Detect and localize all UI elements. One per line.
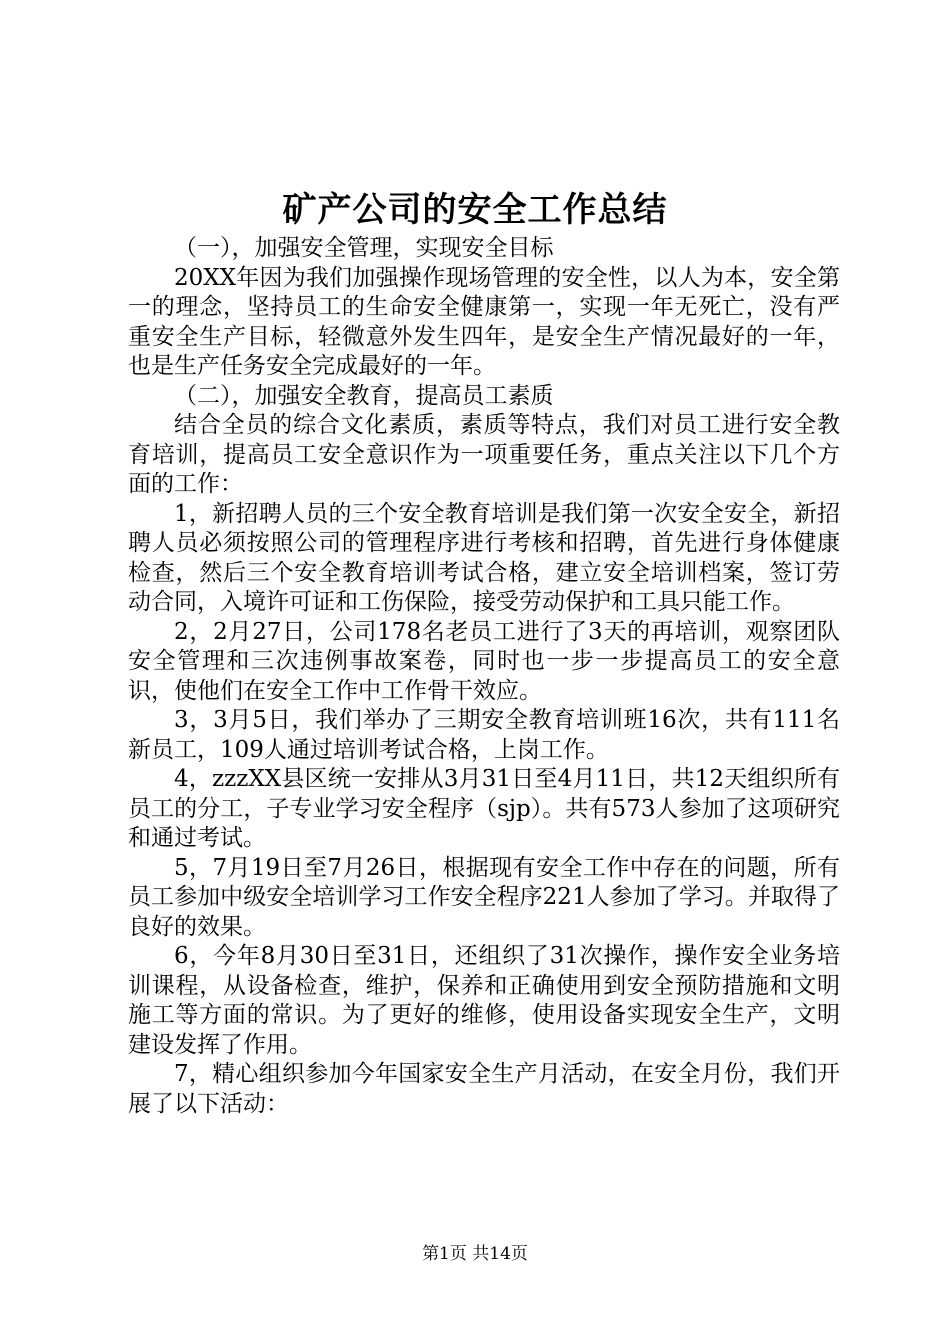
- list-item: 3，3月5日，我们举办了三期安全教育培训班16次，共有111名新员工，109人通过培训考试合格，上岗工作。: [128, 707, 840, 763]
- list-item: 4，zzzXX县区统一安排从3月31日至4月11日，共12天组织所有员工的分工，子专业学习安全程序（sjp）。共有573人参加了这项研究和通过考试。: [128, 766, 840, 851]
- list-item: 2，2月27日，公司178名老员工进行了3天的再培训，观察团队安全管理和三次违例事故案卷，同时也一步一步提高员工的安全意识，使他们在安全工作中工作骨干效应。: [128, 618, 840, 704]
- list-item: 6，今年8月30日至31日，还组织了31次操作，操作安全业务培训课程，从设备检查，维护，保养和正确使用到安全预防措施和文明施工等方面的常识。为了更好的维修，使用设备实现安全生产，文明建设发挥了作用。: [128, 943, 840, 1058]
- document-body: [128, 234, 840, 1119]
- paragraph: 20XX年因为我们加强操作现场管理的安全性，以人为本，安全第一的理念，坚持员工的生命安全健康第一，实现一年无死亡，没有严重安全生产目标，轻微意外发生四年，是安全生产情况最好的一年，也是生产任务安全完成最好的一年。: [128, 264, 840, 379]
- page-number-footer: 第1页 共14页: [422, 1244, 528, 1264]
- document-title: 矿产公司的安全工作总结: [282, 190, 668, 230]
- list-item: 1，新招聘人员的三个安全教育培训是我们第一次安全安全，新招聘人员必须按照公司的管理程序进行考核和招聘，首先进行身体健康检查，然后三个安全教育培训考试合格，建立安全培训档案，签订劳动合同，入境许可证和工伤保险，接受劳动保护和工具只能工作。: [128, 500, 840, 615]
- paragraph: 结合全员的综合文化素质，素质等特点，我们对员工进行安全教育培训，提高员工安全意识作为一项重要任务，重点关注以下几个方面的工作：: [128, 412, 840, 497]
- section-heading-1: （一），加强安全管理，实现安全目标: [174, 235, 554, 261]
- list-item: 7，精心组织参加今年国家安全生产月活动，在安全月份，我们开展了以下活动：: [128, 1061, 840, 1117]
- section-heading-2: （二），加强安全教育，提高员工素质: [174, 382, 554, 409]
- list-item: 5，7月19日至7月26日，根据现有安全工作中存在的问题，所有员工参加中级安全培训学习工作安全程序221人参加了学习。并取得了良好的效果。: [128, 854, 840, 940]
